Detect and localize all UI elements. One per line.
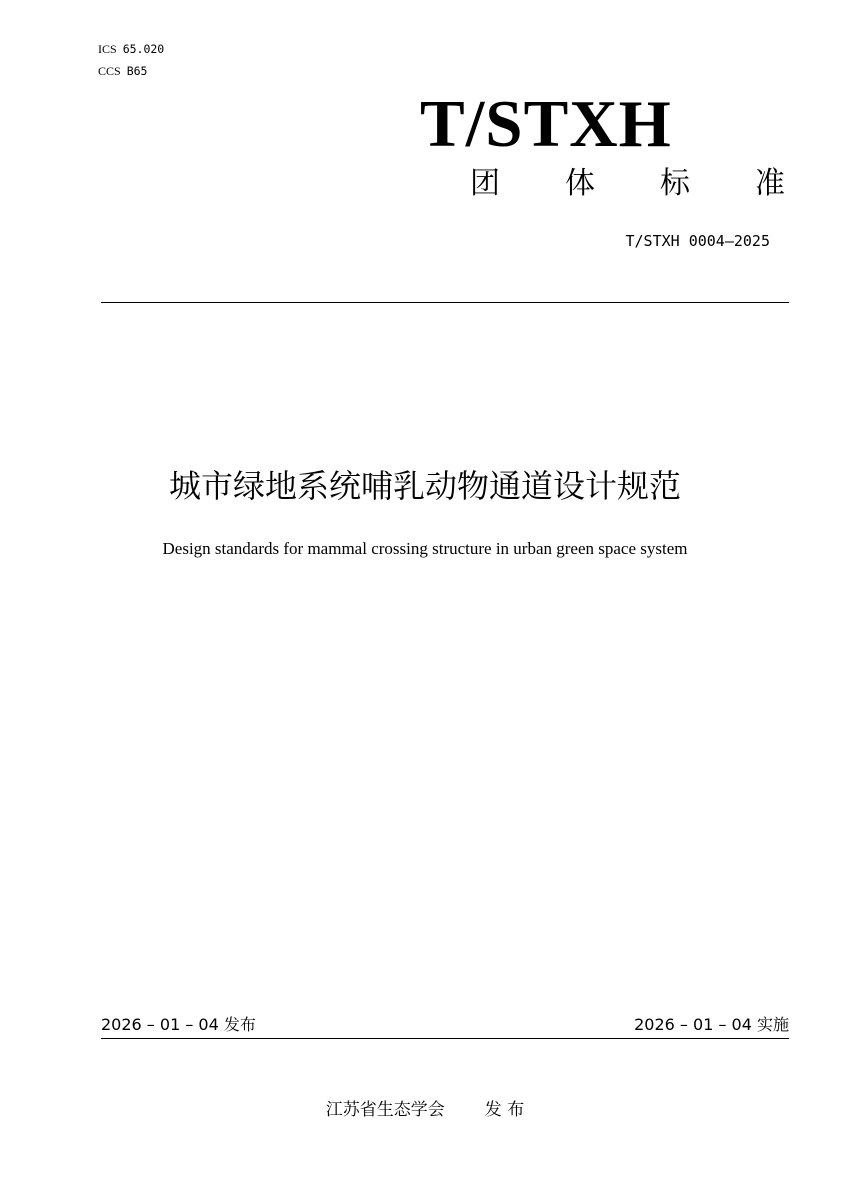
- standard-type-char: 标: [660, 166, 690, 201]
- standard-type-char: 体: [565, 166, 595, 201]
- publisher-line: [0, 1098, 850, 1122]
- ics-code: [98, 42, 164, 56]
- ccs-label: CCS: [98, 64, 121, 78]
- document-title-en: Design standards for mammal crossing structure in urban green space system: [162, 539, 688, 558]
- ics-label: ICS: [98, 42, 117, 56]
- standard-type: [470, 164, 785, 204]
- ics-value: 65.020: [122, 42, 165, 56]
- publish-date: 2026 – 01 – 04 发布: [101, 1015, 256, 1034]
- header-divider: [101, 302, 789, 303]
- implement-date: 2026 – 01 – 04 实施: [634, 1015, 789, 1034]
- ccs-code: [98, 64, 147, 78]
- document-title-zh: 城市绿地系统哺乳动物通道设计规范: [168, 467, 681, 505]
- standard-type-char: 团: [470, 166, 500, 201]
- ccs-value: B65: [126, 64, 148, 78]
- standard-type-char: 准: [755, 166, 785, 201]
- standard-mark: T/STXH: [420, 87, 672, 161]
- standard-number: T/STXH 0004—2025: [625, 232, 770, 250]
- publisher-action: 发 布: [484, 1100, 525, 1120]
- footer-divider: [101, 1038, 789, 1039]
- publisher-name: 江苏省生态学会: [325, 1100, 445, 1120]
